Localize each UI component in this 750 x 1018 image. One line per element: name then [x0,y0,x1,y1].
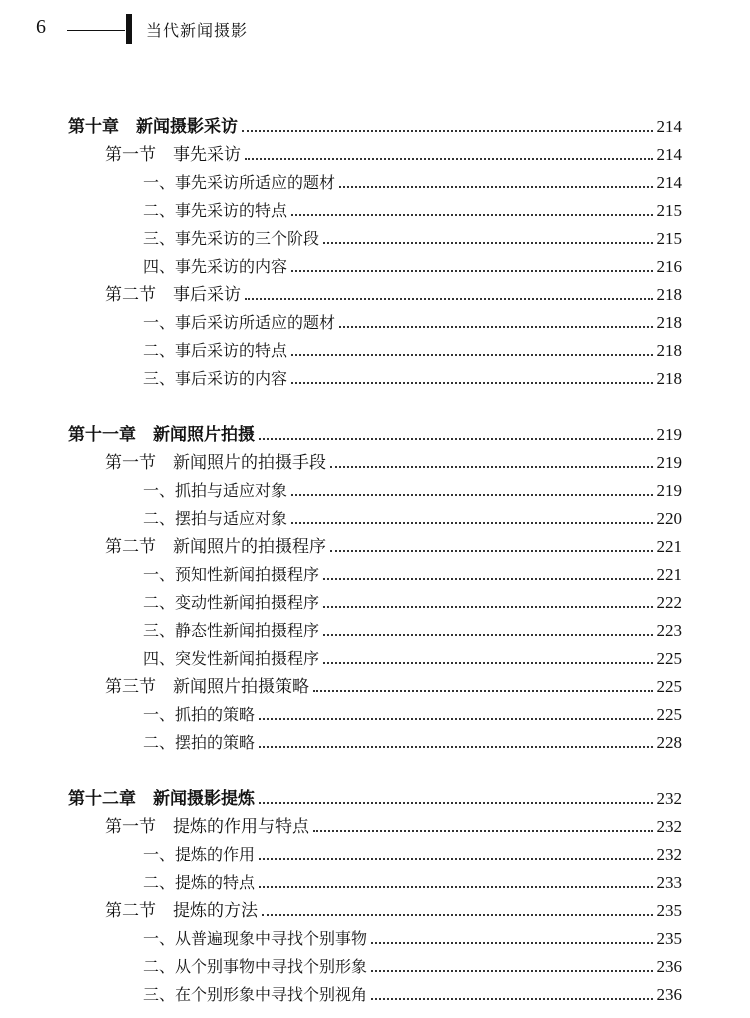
toc-entry-label: 一、事先采访所适应的题材 [143,173,336,192]
toc-entry-page: 214 [656,173,682,192]
toc-item-entry[interactable] [68,953,682,981]
toc-section-entry[interactable] [68,813,682,841]
header-bar [126,14,132,44]
toc-entry-page: 232 [656,817,682,836]
toc-entry-page: 223 [656,621,682,640]
toc-entry-page: 218 [656,341,682,360]
dot-leader [323,634,652,636]
dot-leader [291,270,652,272]
toc-entry-page: 232 [656,845,682,864]
toc-entry-label: 第二节 事后采访 [105,285,241,305]
toc-section-entry[interactable] [68,533,682,561]
toc-chapter-entry[interactable] [68,421,682,449]
toc-entry-label: 三、在个别形象中寻找个别视角 [143,985,368,1004]
toc-section-entry[interactable] [68,449,682,477]
toc-item-entry[interactable] [68,701,682,729]
toc-entry-label: 第三节 新闻照片拍摄策略 [105,677,309,697]
toc-entry-page: 233 [656,873,682,892]
toc-item-entry[interactable] [68,645,682,673]
toc-entry-page: 228 [656,733,682,752]
dot-leader [242,130,653,132]
toc-entry-page: 218 [656,285,682,304]
dot-leader [291,214,652,216]
toc-entry-page: 219 [656,481,682,500]
toc-entry-label: 三、事后采访的内容 [143,369,288,388]
dot-leader [245,158,653,160]
toc-item-entry[interactable] [68,589,682,617]
toc-entry-label: 第一节 提炼的作用与特点 [105,817,309,837]
toc-item-entry[interactable] [68,253,682,281]
dot-leader [291,354,652,356]
toc-entry-label: 三、静态性新闻拍摄程序 [143,621,320,640]
toc-entry-page: 219 [656,425,682,444]
toc-entry-page: 215 [656,229,682,248]
toc-entry-page: 220 [656,509,682,528]
chapter-gap [68,757,682,785]
toc-entry-page: 218 [656,313,682,332]
toc-entry-label: 第二节 新闻照片的拍摄程序 [105,537,326,557]
dot-leader [323,606,652,608]
toc-item-entry[interactable] [68,225,682,253]
toc-section-entry[interactable] [68,281,682,309]
dot-leader [371,970,652,972]
toc-entry-label: 一、抓拍与适应对象 [143,481,288,500]
book-title: 当代新闻摄影 [146,21,249,40]
dot-leader [291,522,652,524]
dot-leader [371,942,652,944]
dot-leader [259,858,652,860]
dot-leader [259,746,652,748]
toc-entry-page: 235 [656,929,682,948]
toc-item-entry[interactable] [68,841,682,869]
toc-item-entry[interactable] [68,617,682,645]
toc-entry-label: 第一节 新闻照片的拍摄手段 [105,453,326,473]
toc-item-entry[interactable] [68,309,682,337]
toc-entry-page: 221 [656,565,682,584]
toc-entry-page: 225 [656,649,682,668]
dot-leader [259,886,652,888]
dot-leader [339,186,652,188]
toc-item-entry[interactable] [68,729,682,757]
dot-leader [330,466,653,468]
toc-entry-label: 第一节 事先采访 [105,145,241,165]
toc-entry-page: 214 [656,145,682,164]
toc-entry-label: 第十二章 新闻摄影提炼 [68,789,255,809]
toc-entry-page: 236 [656,957,682,976]
toc-entry-label: 二、摆拍与适应对象 [143,509,288,528]
toc-chapter-entry[interactable] [68,785,682,813]
dot-leader [245,298,653,300]
table-of-contents [68,113,682,1009]
toc-entry-page: 225 [656,705,682,724]
toc-item-entry[interactable] [68,869,682,897]
toc-entry-label: 二、摆拍的策略 [143,733,256,752]
toc-section-entry[interactable] [68,141,682,169]
toc-entry-label: 二、事后采访的特点 [143,341,288,360]
toc-entry-label: 一、抓拍的策略 [143,705,256,724]
toc-chapter-entry[interactable] [68,113,682,141]
toc-entry-page: 232 [656,789,682,808]
toc-item-entry[interactable] [68,925,682,953]
toc-section-entry[interactable] [68,673,682,701]
toc-entry-label: 二、变动性新闻拍摄程序 [143,593,320,612]
toc-entry-label: 第十一章 新闻照片拍摄 [68,425,255,445]
toc-entry-page: 236 [656,985,682,1004]
toc-entry-label: 四、事先采访的内容 [143,257,288,276]
toc-entry-label: 四、突发性新闻拍摄程序 [143,649,320,668]
dot-leader [323,242,652,244]
dot-leader [259,802,653,804]
toc-entry-label: 二、事先采访的特点 [143,201,288,220]
toc-item-entry[interactable] [68,365,682,393]
toc-entry-label: 一、事后采访所适应的题材 [143,313,336,332]
toc-item-entry[interactable] [68,561,682,589]
toc-item-entry[interactable] [68,197,682,225]
header-rule [67,30,125,31]
page-number: 6 [36,16,46,38]
dot-leader [323,578,652,580]
toc-item-entry[interactable] [68,477,682,505]
dot-leader [259,438,653,440]
toc-entry-page: 221 [656,537,682,556]
toc-entry-label: 一、从普遍现象中寻找个别事物 [143,929,368,948]
running-header [0,0,750,60]
dot-leader [291,494,652,496]
dot-leader [313,690,653,692]
toc-entry-page: 219 [656,453,682,472]
dot-leader [323,662,652,664]
toc-entry-page: 222 [656,593,682,612]
toc-entry-page: 214 [656,117,682,136]
dot-leader [262,914,653,916]
toc-entry-page: 225 [656,677,682,696]
dot-leader [259,718,652,720]
dot-leader [330,550,653,552]
toc-item-entry[interactable] [68,169,682,197]
dot-leader [291,382,652,384]
dot-leader [339,326,652,328]
toc-entry-page: 215 [656,201,682,220]
toc-entry-page: 235 [656,901,682,920]
chapter-gap [68,393,682,421]
dot-leader [313,830,653,832]
toc-item-entry[interactable] [68,981,682,1009]
toc-entry-page: 218 [656,369,682,388]
toc-entry-label: 第二节 提炼的方法 [105,901,258,921]
toc-item-entry[interactable] [68,505,682,533]
toc-entry-label: 第十章 新闻摄影采访 [68,117,238,137]
toc-item-entry[interactable] [68,337,682,365]
toc-entry-label: 二、提炼的特点 [143,873,256,892]
toc-entry-label: 二、从个别事物中寻找个别形象 [143,957,368,976]
toc-entry-label: 三、事先采访的三个阶段 [143,229,320,248]
toc-entry-label: 一、预知性新闻拍摄程序 [143,565,320,584]
toc-entry-page: 216 [656,257,682,276]
toc-section-entry[interactable] [68,897,682,925]
dot-leader [371,998,652,1000]
toc-entry-label: 一、提炼的作用 [143,845,256,864]
